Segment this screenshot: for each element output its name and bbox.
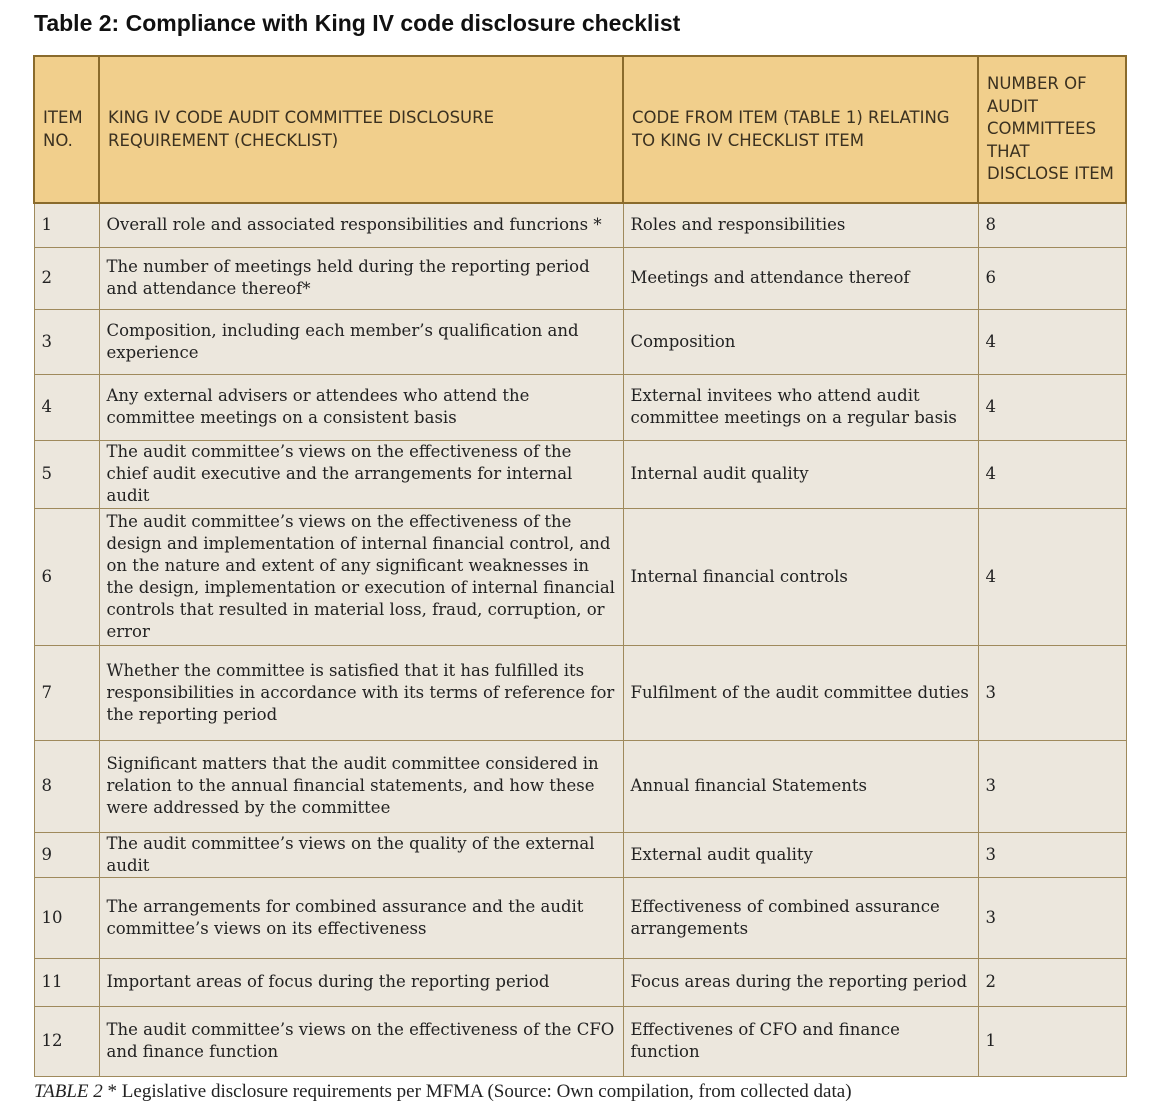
item-number: 11 — [34, 958, 99, 1006]
table-row — [34, 374, 1126, 440]
table-row — [34, 203, 1126, 247]
code-cell: Annual financial Statements — [623, 740, 978, 832]
table-row — [34, 309, 1126, 374]
header-count: NUMBER OF AUDIT COMMITTEES THAT DISCLOSE ITEM — [978, 56, 1126, 203]
table-caption — [34, 1081, 852, 1103]
count-cell: 3 — [978, 877, 1126, 958]
count-cell: 2 — [978, 958, 1126, 1006]
table-row — [34, 247, 1126, 309]
requirement-cell: The audit committee’s views on the effectiveness of the chief audit executive and the arrangements for internal audit — [99, 440, 623, 508]
table-row — [34, 740, 1126, 832]
item-number: 5 — [34, 440, 99, 508]
count-cell: 4 — [978, 440, 1126, 508]
requirement-cell: Overall role and associated responsibilities and funcrions * — [99, 203, 623, 247]
item-number: 9 — [34, 832, 99, 877]
header-code: CODE FROM ITEM (TABLE 1) RELATING TO KING IV CHECKLIST ITEM — [623, 56, 978, 203]
code-cell: Fulfilment of the audit committee duties — [623, 645, 978, 740]
item-number: 3 — [34, 309, 99, 374]
code-cell: External audit quality — [623, 832, 978, 877]
requirement-cell: The audit committee’s views on the quality of the external audit — [99, 832, 623, 877]
requirement-cell: The number of meetings held during the reporting period and attendance thereof* — [99, 247, 623, 309]
requirement-cell: The arrangements for combined assurance and the audit committee’s views on its effectiveness — [99, 877, 623, 958]
item-number: 10 — [34, 877, 99, 958]
table-title: Table 2: Compliance with King IV code disclosure checklist — [34, 10, 681, 36]
item-number: 4 — [34, 374, 99, 440]
count-cell: 3 — [978, 645, 1126, 740]
requirement-cell: Significant matters that the audit committee considered in relation to the annual financial statements, and how these were addressed by the committee — [99, 740, 623, 832]
code-cell: Internal audit quality — [623, 440, 978, 508]
requirement-cell: The audit committee’s views on the effectiveness of the CFO and finance function — [99, 1006, 623, 1076]
count-cell: 3 — [978, 740, 1126, 832]
item-number: 1 — [34, 203, 99, 247]
compliance-table — [33, 55, 1127, 1077]
code-cell: External invitees who attend audit committee meetings on a regular basis — [623, 374, 978, 440]
requirement-cell: Composition, including each member’s qualification and experience — [99, 309, 623, 374]
caption-label: TABLE 2 — [34, 1081, 103, 1102]
table-row — [34, 877, 1126, 958]
header-requirement: KING IV CODE AUDIT COMMITTEE DISCLOSURE REQUIREMENT (CHECKLIST) — [99, 56, 623, 203]
item-number: 2 — [34, 247, 99, 309]
code-cell: Effectivenes of CFO and finance function — [623, 1006, 978, 1076]
count-cell: 1 — [978, 1006, 1126, 1076]
requirement-cell: Any external advisers or attendees who attend the committee meetings on a consistent basis — [99, 374, 623, 440]
count-cell: 4 — [978, 309, 1126, 374]
table-row — [34, 1006, 1126, 1076]
table-row — [34, 508, 1126, 645]
count-cell: 4 — [978, 374, 1126, 440]
code-cell: Internal financial controls — [623, 508, 978, 645]
caption-text: * Legislative disclosure requirements per MFMA (Source: Own compilation, from collected data) — [102, 1081, 852, 1102]
item-number: 12 — [34, 1006, 99, 1076]
table-row — [34, 958, 1126, 1006]
code-cell: Meetings and attendance thereof — [623, 247, 978, 309]
requirement-cell: The audit committee’s views on the effectiveness of the design and implementation of internal financial control, and on the nature and extent of any significant weaknesses in the design, implementation or execution of internal financial controls that resulted in material loss, fraud, corruption, or error — [99, 508, 623, 645]
requirement-cell: Important areas of focus during the reporting period — [99, 958, 623, 1006]
count-cell: 3 — [978, 832, 1126, 877]
header-item-no: ITEM NO. — [34, 56, 99, 203]
count-cell: 6 — [978, 247, 1126, 309]
table-row — [34, 440, 1126, 508]
header-row — [34, 56, 1126, 203]
code-cell: Focus areas during the reporting period — [623, 958, 978, 1006]
table-row — [34, 832, 1126, 877]
code-cell: Roles and responsibilities — [623, 203, 978, 247]
code-cell: Effectiveness of combined assurance arrangements — [623, 877, 978, 958]
count-cell: 4 — [978, 508, 1126, 645]
table-row — [34, 645, 1126, 740]
count-cell: 8 — [978, 203, 1126, 247]
item-number: 7 — [34, 645, 99, 740]
code-cell: Composition — [623, 309, 978, 374]
item-number: 6 — [34, 508, 99, 645]
requirement-cell: Whether the committee is satisfied that it has fulfilled its responsibilities in accordance with its terms of reference for the reporting period — [99, 645, 623, 740]
item-number: 8 — [34, 740, 99, 832]
